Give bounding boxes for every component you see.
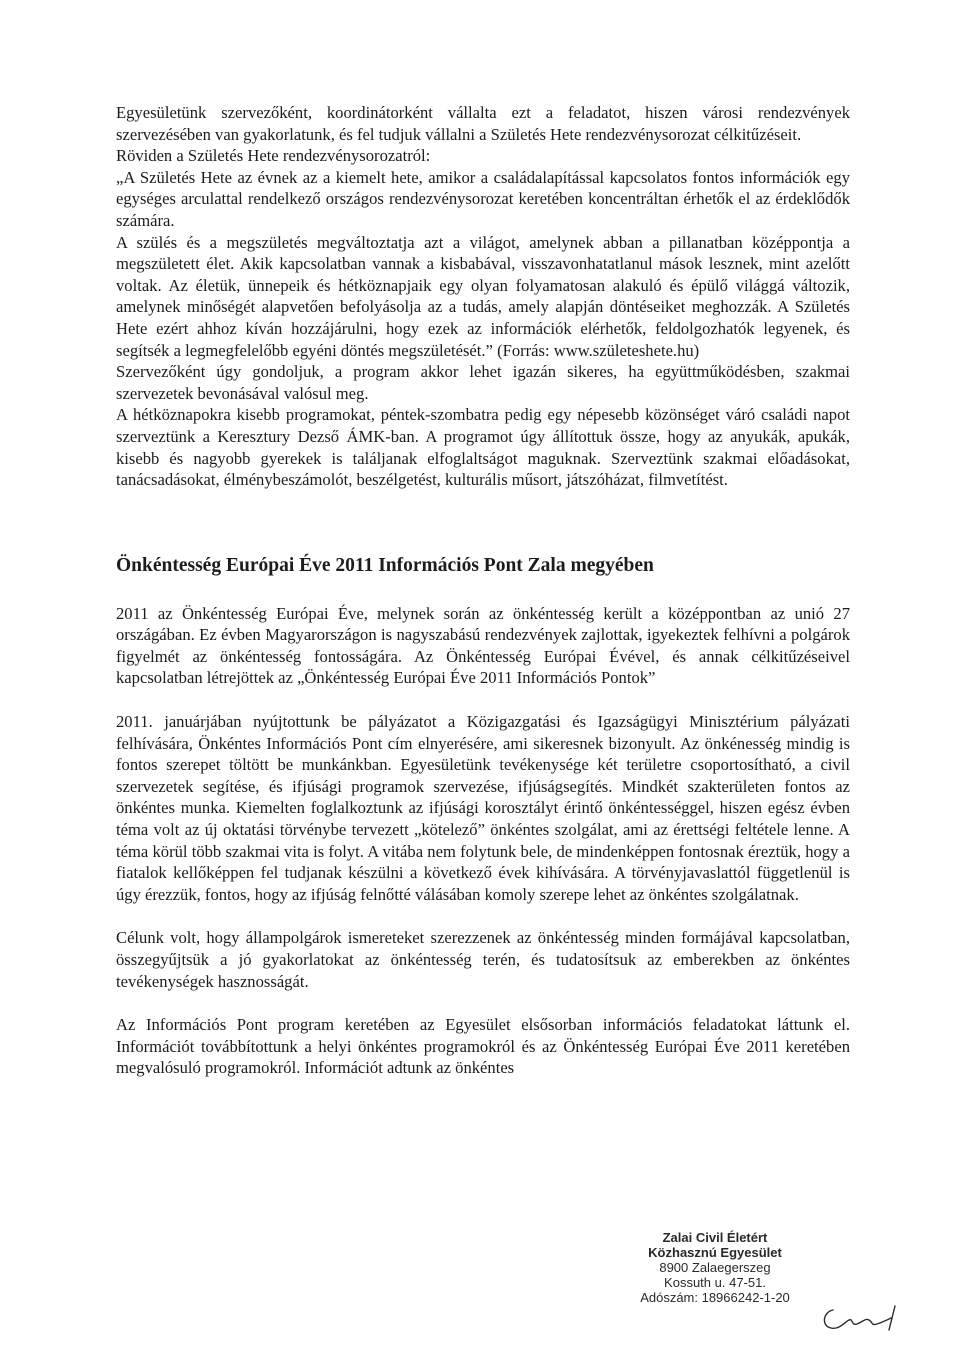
signature-icon — [815, 1300, 905, 1336]
stamp-line: Adószám: 18966242-1-20 — [640, 1290, 790, 1305]
paragraph: A szülés és a megszületés megváltoztatja azt a világot, amelynek abban a pillanatban középpontja a megszületett élet. Akik kapcsolatban vannak a kisbabával, visszavonhatatlanul mások lesznek, mint azelőtt voltak. Az életük, ünnepeik és hétköznapjaik egy olyan folyamatosan alakuló és épülő világgá változik, amelynek minőségét alapvetően befolyásolja az a tudás, amely alapján döntéseiket meghozzák. A Születés Hete ezért ahhoz kíván hozzájárulni, hogy ezek az információk elérhetők, feldolgozhatók legyenek, és segítsék a legmegfelelőbb egyéni döntés megszületését.” (Forrás: www.születeshete.hu) — [116, 232, 850, 360]
stamp-line: 8900 Zalaegerszeg — [659, 1260, 771, 1275]
stamp-line: Zalai Civil Életért — [662, 1230, 768, 1245]
paragraph: 2011. januárjában nyújtottunk be pályázatot a Közigazgatási és Igazságügyi Minisztérium pályázati felhívására, Önkéntes Információs Pont cím elnyerésére, ami sikeresnek bizonyult. Az önkénesség mindig is fontos szerepet töltött be munkánkban. Egyesületünk tevékenysége két területre csoportosítható, a civil szervezetek segítése, és ifjúsági programok szervezése, ifjúságsegítés. Mindkét szakterületen fontos az önkéntes munka. Kiemelten foglalkoztunk az ifjúsági korosztályt érintő önkéntességgel, hiszen egész évben téma volt az új oktatási törvénybe tervezett „kötelező” önkéntes szolgálat, ami az érettségi feltétele lenne. A téma körül több szakmai vita is folyt. A vitába nem folytunk bele, de mindenképpen fontosnak éreztük, hogy a fiatalok kellőképpen fel tudjanak készülni a következő évek kihívására. A törvényjavaslattól függetlenül is úgy érezzük, fontos, hogy az ifjúság felnőtté válásában komoly szerepe lehet az önkéntes szolgálatnak. — [116, 712, 850, 904]
paragraph: Az Információs Pont program keretében az Egyesület elsősorban információs feladatokat láttunk el. Információt továbbítottunk a helyi önkéntes programokról és az Önkéntesség Európai Éve 2011 keretében megvalósuló programokról. Információt adtunk az önkéntes — [116, 1015, 850, 1078]
organization-stamp — [600, 1230, 830, 1305]
paragraph: Röviden a Születés Hete rendezvénysorozatról: — [116, 146, 431, 166]
document-page — [116, 102, 850, 1079]
paragraph: 2011 az Önkéntesség Európai Éve, melynek során az önkéntesség került a középpontban az unió 27 országában. Ez évben Magyarországon is nagyszabású rendezvények zajlottak, igyekeztek felhívni a polgárok figyelmét az önkéntesség fontosságára. Az Önkéntesség Európai Évével, és annak célkitűzéseivel kapcsolatban létrejöttek az „Önkéntesség Európai Éve 2011 Információs Pontok” — [116, 603, 850, 688]
paragraph: Szervezőként úgy gondoljuk, a program akkor lehet igazán sikeres, ha együttműködésben, szakmai szervezetek bevonásával valósul meg. — [116, 362, 850, 403]
paragraph: „A Születés Hete az évnek az a kiemelt hete, amikor a családalapítással kapcsolatos fontos információk egy egységes arculattal rendelkező országos rendezvénysorozat keretében koncentráltan érhetők el az érdeklődők számára. — [116, 167, 850, 230]
paragraph: A hétköznapokra kisebb programokat, péntek-szombatra pedig egy népesebb közönséget váró családi napot szerveztünk a Keresztury Dezső ÁMK-ban. A programot úgy állítottuk össze, hogy az anyukák, apukák, kisebb és nagyobb gyerekek is találjanak elfoglaltságot maguknak. Szerveztünk szakmai előadásokat, tanácsadásokat, élménybeszámolót, beszélgetést, kulturális műsort, játszóházat, filmvetítést. — [116, 405, 850, 490]
stamp-line: Közhasznú Egyesület — [648, 1245, 782, 1260]
stamp-line: Kossuth u. 47-51. — [664, 1275, 766, 1290]
paragraph: Egyesületünk szervezőként, koordinátorként vállalta ezt a feladatot, hiszen városi rendezvények szervezésében van gyakorlatunk, és fel tudjuk vállalni a Születés Hete rendezvénysorozat célkitűzéseit. — [116, 103, 850, 144]
paragraph: Célunk volt, hogy állampolgárok ismereteket szerezzenek az önkéntesség minden formájával kapcsolatban, összegyűjtsük a jó gyakorlatokat az önkéntesség terén, és tudatosítsuk az emberekben az önkéntes tevékenységek hasznosságát. — [116, 928, 850, 991]
section-heading: Önkéntesség Európai Éve 2011 Információs Pont Zala megyében — [116, 554, 654, 576]
